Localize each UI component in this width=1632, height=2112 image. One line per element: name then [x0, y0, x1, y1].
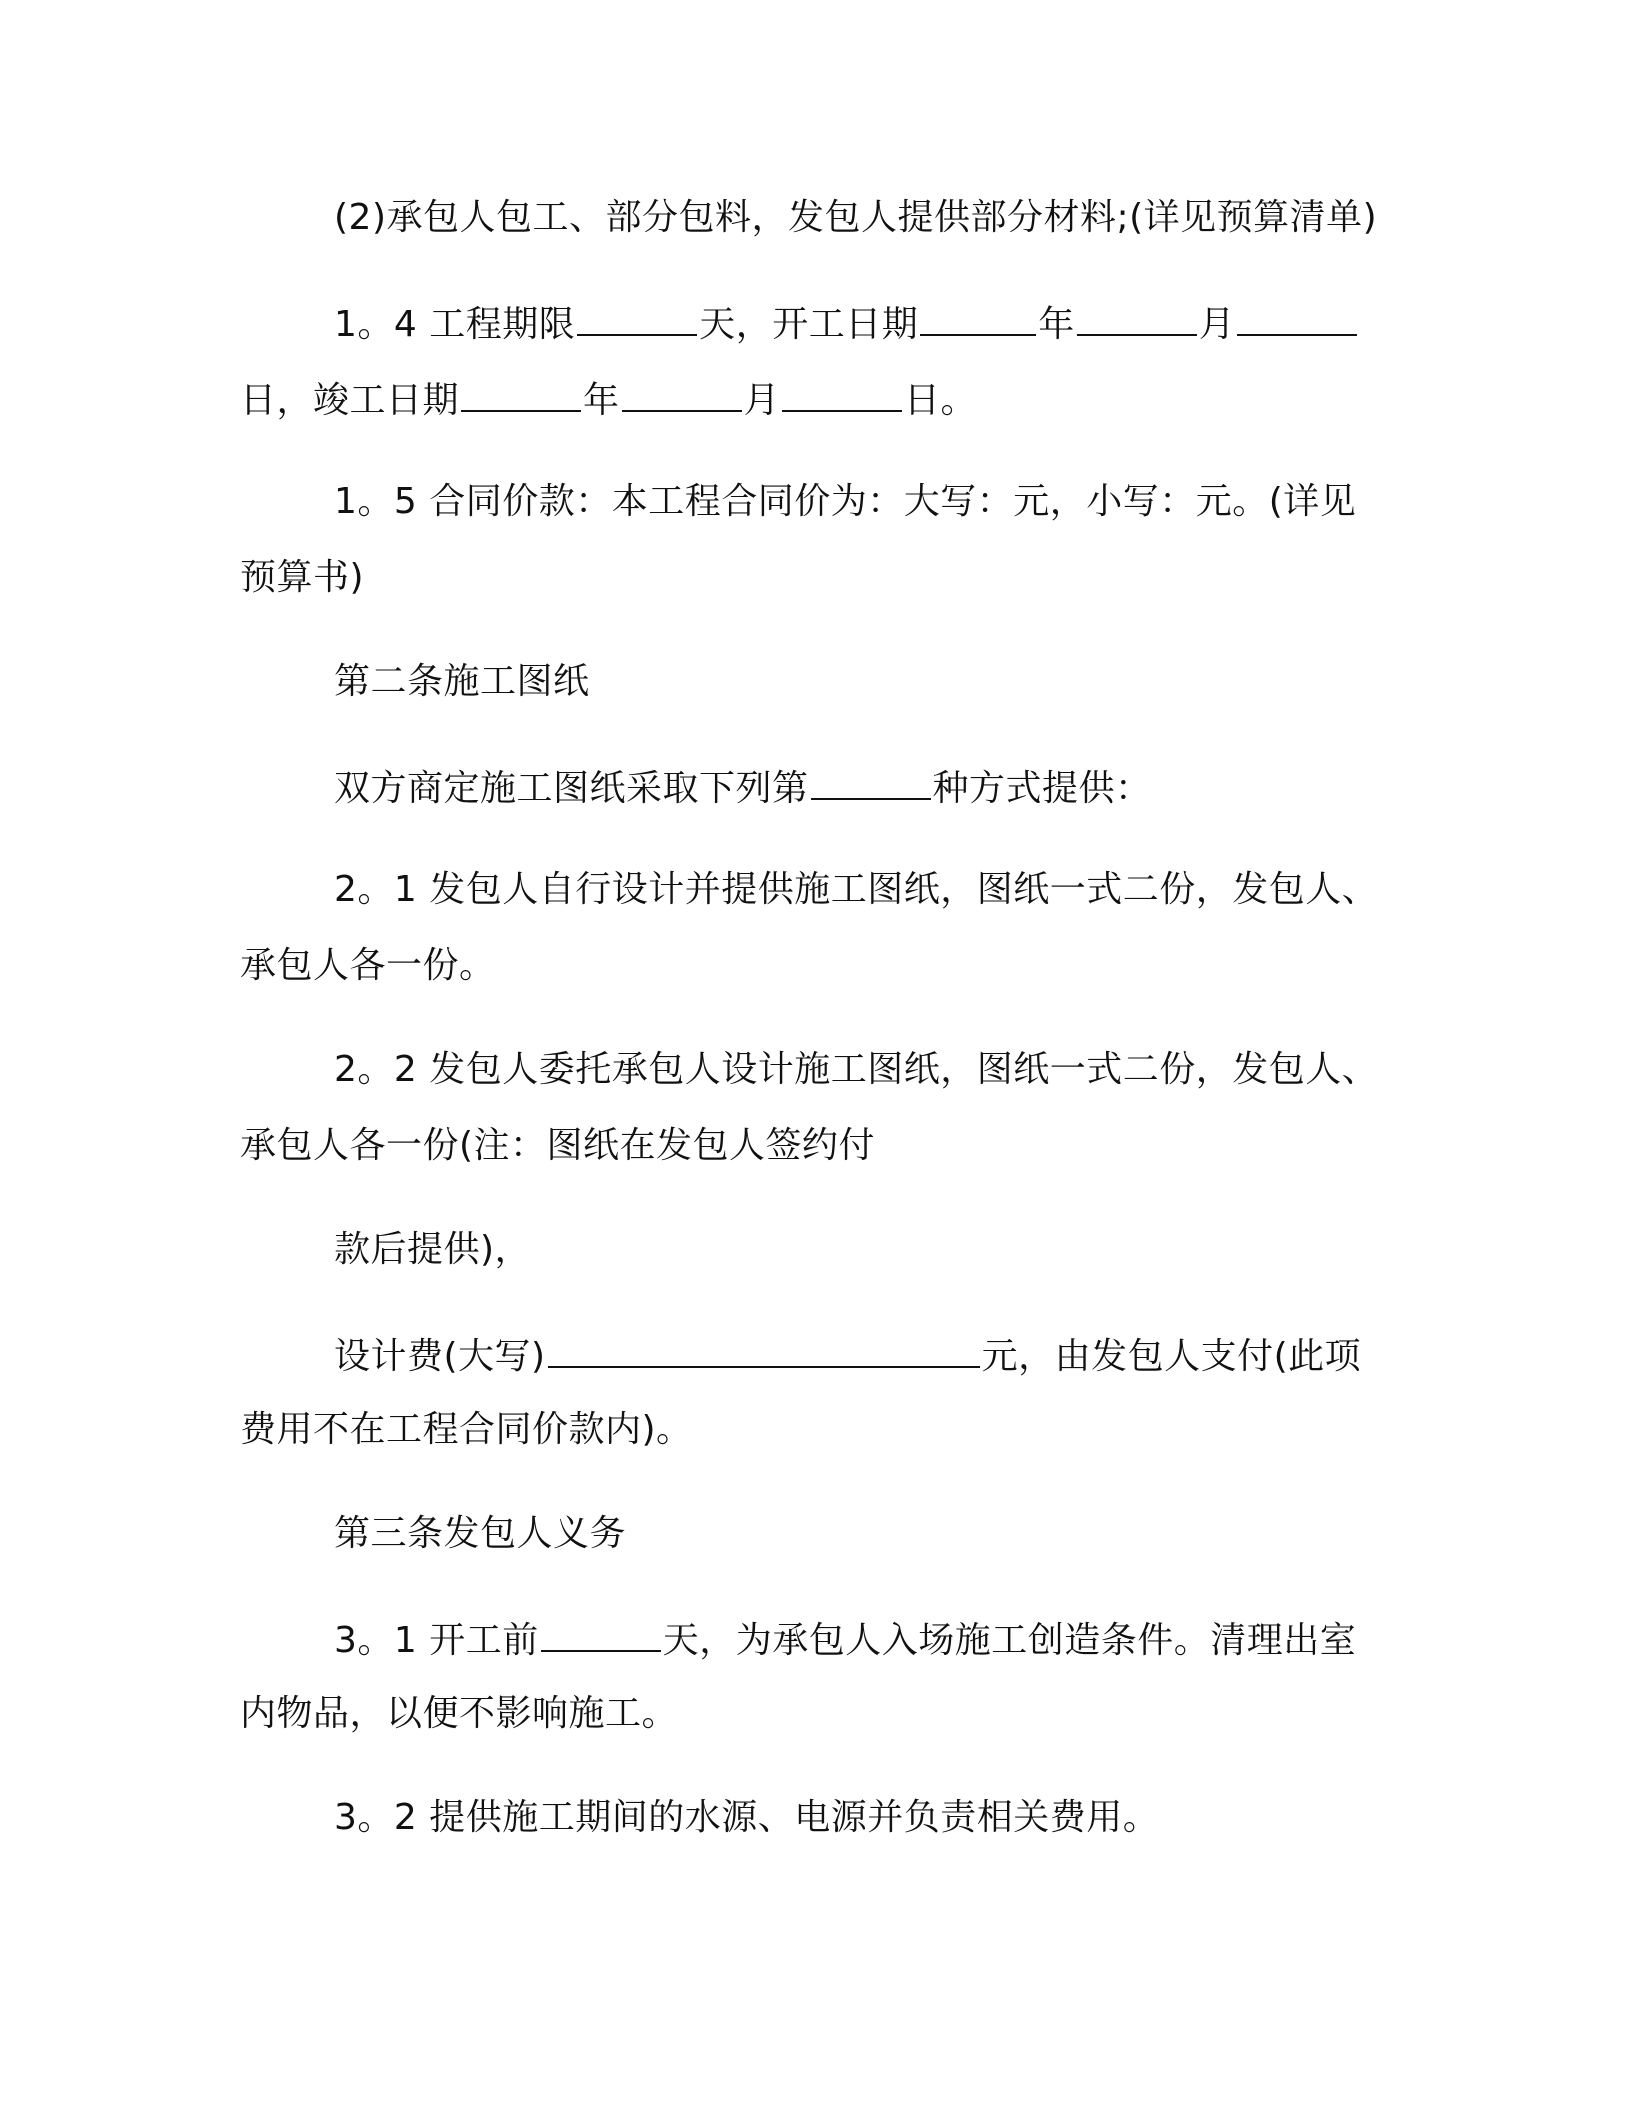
text: 月 — [743, 380, 781, 421]
text: 双方商定施工图纸采取下列第 — [334, 768, 809, 809]
text: 第三条发包人义务 — [334, 1513, 627, 1554]
blank-end-day — [782, 376, 902, 412]
text: (2)承包人包工、部分包料，发包人提供部分材料;(详见预算清单) — [334, 197, 1378, 238]
text: 内物品，以便不影响施工。 — [240, 1693, 679, 1734]
text: 款后提供)， — [334, 1229, 532, 1270]
blank-start-day — [1237, 300, 1357, 336]
text: 设计费(大写) — [334, 1336, 546, 1377]
text: 承包人各一份(注：图纸在发包人签约付 — [240, 1125, 876, 1166]
text: 天，开工日期 — [699, 304, 919, 345]
paragraph-contract-price — [334, 480, 1356, 524]
paragraph-drawing-method — [334, 764, 1152, 808]
paragraph-contract-price-cont — [240, 556, 364, 600]
text: 年 — [583, 380, 620, 421]
text: 预算书) — [240, 557, 365, 598]
paragraph-3-1-cont — [240, 1692, 678, 1736]
text: 种方式提供： — [932, 768, 1152, 809]
text: 费用不在工程合同价款内)。 — [240, 1409, 693, 1450]
heading-article-3 — [334, 1512, 626, 1556]
text: 日，竣工日期 — [240, 380, 460, 421]
text: 天，为承包人入场施工创造条件。清理出室 — [662, 1620, 1357, 1661]
paragraph-2-2-end — [334, 1228, 531, 1272]
text: 2。1 发包人自行设计并提供施工图纸，图纸一式二份，发包人、 — [334, 869, 1379, 910]
text: 1。5 合同价款：本工程合同价为：大写：元，小写：元。(详见 — [334, 481, 1357, 522]
paragraph-construction-period — [334, 300, 1359, 344]
paragraph-2-1-cont — [240, 944, 496, 988]
paragraph-2-1 — [334, 868, 1378, 912]
paragraph-2-2-cont — [240, 1124, 875, 1168]
text: 日。 — [904, 380, 978, 421]
blank-method — [811, 764, 931, 800]
paragraph-3-1 — [334, 1616, 1356, 1660]
blank-start-year — [920, 300, 1036, 336]
text: 承包人各一份。 — [240, 945, 496, 986]
blank-end-month — [622, 376, 742, 412]
paragraph-completion-date — [240, 376, 977, 420]
text: 月 — [1198, 304, 1236, 345]
text: 1。4 工程期限 — [334, 304, 576, 345]
text: 2。2 发包人委托承包人设计施工图纸，图纸一式二份，发包人、 — [334, 1049, 1379, 1090]
paragraph-2-2 — [334, 1048, 1378, 1092]
text: 年 — [1038, 304, 1075, 345]
text: 第二条施工图纸 — [334, 661, 590, 702]
text: 3。1 开工前 — [334, 1620, 539, 1661]
paragraph-contract-mode-2 — [334, 196, 1377, 240]
paragraph-design-fee-cont — [240, 1408, 693, 1452]
paragraph-design-fee — [334, 1332, 1361, 1376]
blank-days-before — [541, 1616, 661, 1652]
heading-article-2 — [334, 660, 590, 704]
blank-end-year — [461, 376, 581, 412]
blank-design-fee — [548, 1332, 980, 1368]
blank-start-month — [1077, 300, 1197, 336]
paragraph-3-2 — [334, 1796, 1159, 1840]
text: 3。2 提供施工期间的水源、电源并负责相关费用。 — [334, 1797, 1160, 1838]
blank-days — [577, 300, 697, 336]
text: 元，由发包人支付(此项 — [981, 1336, 1362, 1377]
